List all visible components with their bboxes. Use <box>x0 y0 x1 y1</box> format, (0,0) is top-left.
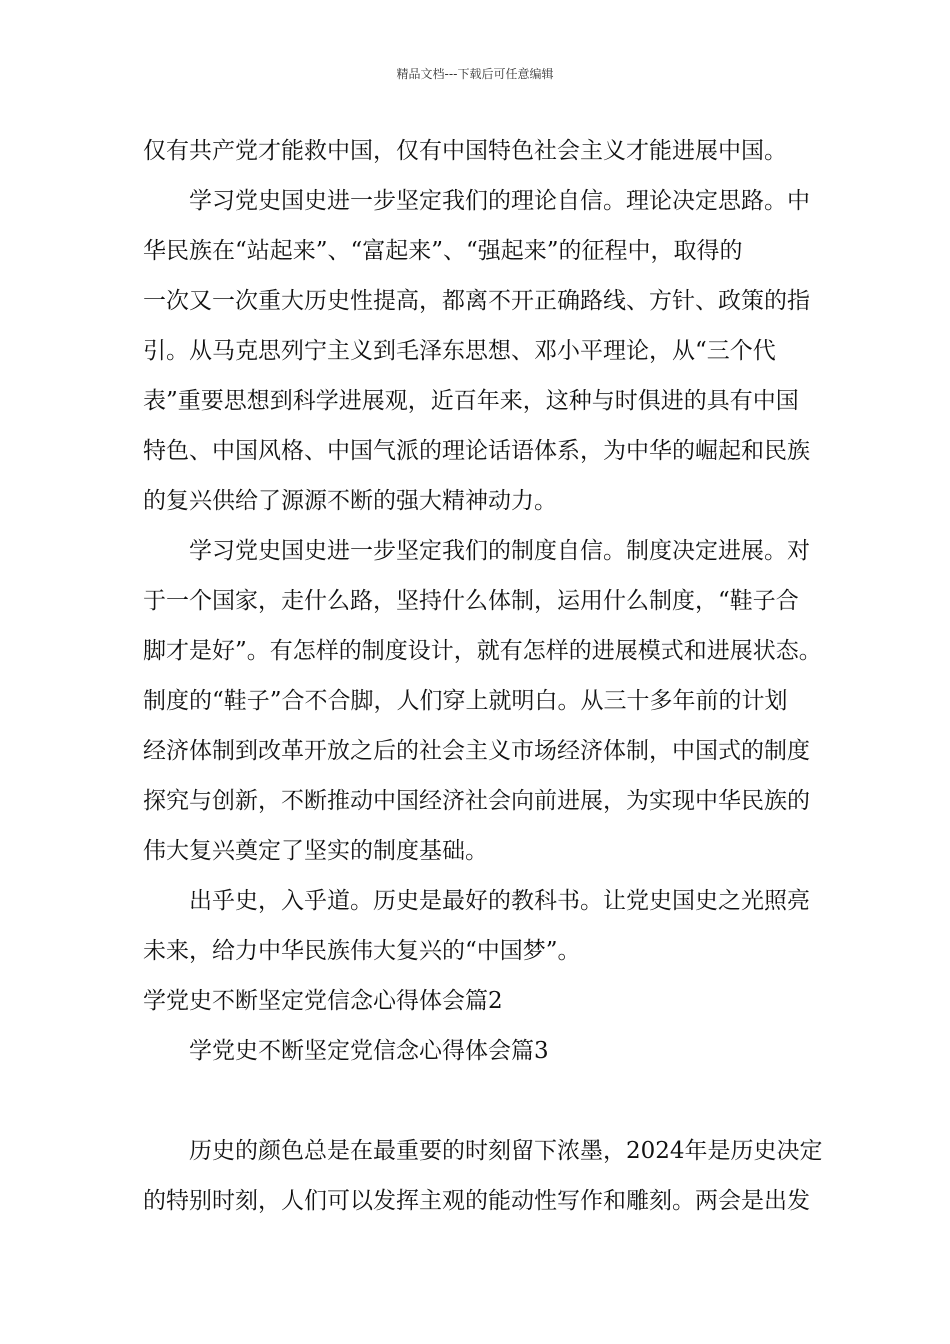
text-line: 表”重要思想到科学进展观，近百年来，这种与时俱进的具有中国 <box>143 388 799 414</box>
text-line: 的特别时刻，人们可以发挥主观的能动性写作和雕刻。两会是出发 <box>143 1188 810 1214</box>
text-line: 华民族在“站起来”、“富起来”、“强起来”的征程中，取得的 <box>143 238 743 264</box>
text-line: 伟大复兴奠定了坚实的制度基础。 <box>143 838 488 864</box>
document-body <box>143 126 823 1226</box>
text-line: 仅有共产党才能救中国，仅有中国特色社会主义才能进展中国。 <box>143 138 787 164</box>
paragraph-start-line: 学习党史国史进一步坚定我们的理论自信。理论决定思路。中 <box>189 188 810 214</box>
page-header: 精品文档---下载后可任意编辑 <box>396 67 554 81</box>
paragraph-start-line: 学习党史国史进一步坚定我们的制度自信。制度决定进展。对 <box>189 538 810 564</box>
section-heading-3: 学党史不断坚定党信念心得体会篇3 <box>189 1038 549 1064</box>
text-line: 经济体制到改革开放之后的社会主义市场经济体制，中国式的制度 <box>143 738 810 764</box>
text-line: 未来，给力中华民族伟大复兴的“中国梦”。 <box>143 938 581 964</box>
text-line: 脚才是好”。有怎样的制度设计，就有怎样的进展模式和进展状态。 <box>143 638 822 664</box>
text-line: 一次又一次重大历史性提高，都离不开正确路线、方针、政策的指 <box>143 288 810 314</box>
text-line: 于一个国家，走什么路，坚持什么体制，运用什么制度，“鞋子合 <box>143 588 799 614</box>
text-line: 特色、中国风格、中国气派的理论话语体系，为中华的崛起和民族 <box>143 438 810 464</box>
paragraph-start-line: 历史的颜色总是在最重要的时刻留下浓墨，2024年是历史决定 <box>189 1138 823 1164</box>
blank-gap <box>143 1076 811 1126</box>
text-line: 探究与创新，不断推动中国经济社会向前进展，为实现中华民族的 <box>143 788 810 814</box>
text-line: 的复兴供给了源源不断的强大精神动力。 <box>143 488 557 514</box>
text-line: 引。从马克思列宁主义到毛泽东思想、邓小平理论，从“三个代 <box>143 338 776 364</box>
paragraph-start-line: 出乎史，入乎道。历史是最好的教科书。让党史国史之光照亮 <box>189 888 810 914</box>
text-line: 制度的“鞋子”合不合脚，人们穿上就明白。从三十多年前的计划 <box>143 688 788 714</box>
section-heading-2: 学党史不断坚定党信念心得体会篇2 <box>143 988 503 1014</box>
